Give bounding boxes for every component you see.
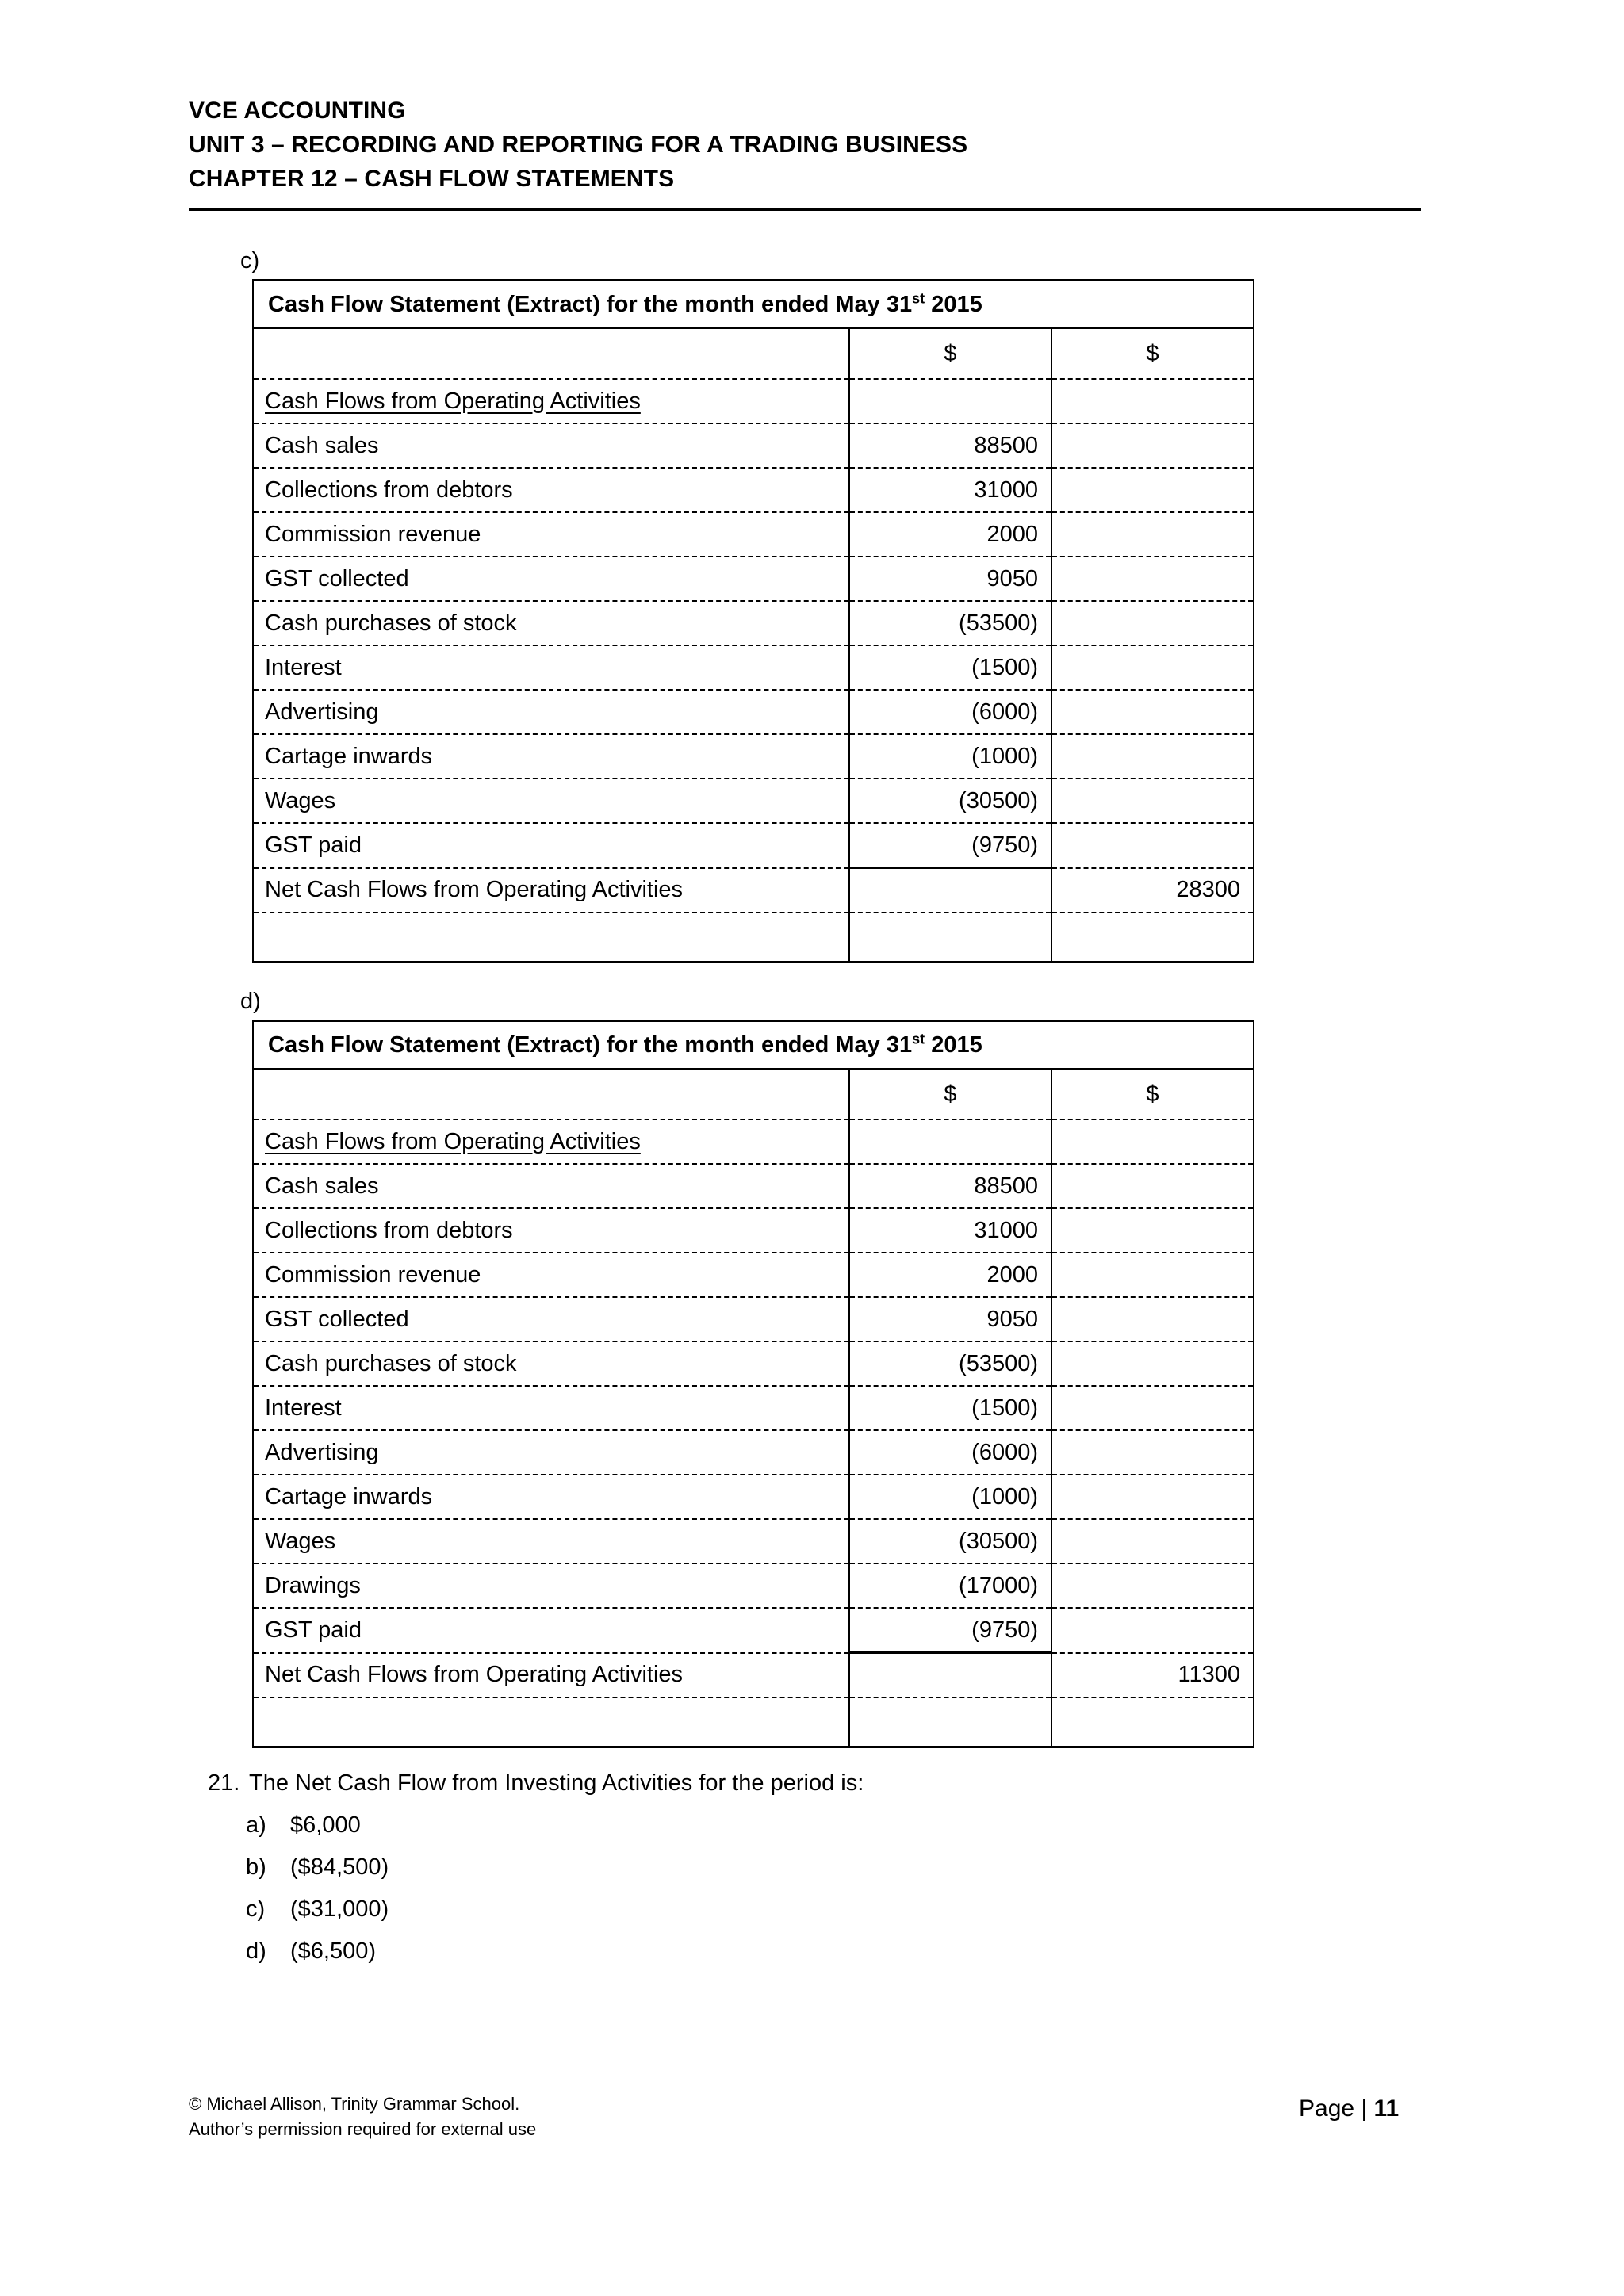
currency-header-sub: $ xyxy=(849,1069,1051,1119)
footer-copyright-line: © Michael Allison, Trinity Grammar School. xyxy=(189,2094,520,2114)
option-key: a) xyxy=(246,1812,266,1838)
question-block xyxy=(208,1770,1318,1965)
section-heading-total xyxy=(1051,379,1254,423)
row-sub-value: 31000 xyxy=(849,468,1051,512)
row-label: Interest xyxy=(253,645,849,690)
option-key: c) xyxy=(246,1896,266,1922)
option-text: $6,000 xyxy=(290,1812,361,1838)
footer-permission-line: Author’s permission required for external use xyxy=(189,2119,537,2139)
row-total-value xyxy=(1051,468,1254,512)
row-total-value xyxy=(1051,1341,1254,1386)
currency-header-sub: $ xyxy=(849,328,1051,379)
question-text: The Net Cash Flow from Investing Activities for the period is: xyxy=(249,1770,864,1796)
row-sub-value: (6000) xyxy=(849,690,1051,734)
table-row xyxy=(253,690,1254,734)
row-sub-value: (1000) xyxy=(849,1475,1051,1519)
table-row xyxy=(253,734,1254,779)
row-total-value xyxy=(1051,823,1254,868)
row-label: Drawings xyxy=(253,1563,849,1608)
row-label: Cash purchases of stock xyxy=(253,601,849,645)
row-total-value xyxy=(1051,690,1254,734)
section-heading-row xyxy=(253,379,1254,423)
row-total-value xyxy=(1051,1253,1254,1297)
cash-flow-statement-table-c xyxy=(252,279,1254,963)
question-option-b[interactable] xyxy=(208,1854,1318,1881)
currency-header-total: $ xyxy=(1051,1069,1254,1119)
row-total-value xyxy=(1051,1475,1254,1519)
row-label: GST collected xyxy=(253,557,849,601)
section-heading-sub xyxy=(849,1119,1051,1164)
row-label: Collections from debtors xyxy=(253,468,849,512)
trailing-cell-label xyxy=(253,913,849,962)
section-label-c: c) xyxy=(240,248,260,274)
row-total-value xyxy=(1051,1430,1254,1475)
table-row xyxy=(253,779,1254,823)
net-cash-flow-sub xyxy=(849,1653,1051,1698)
net-cash-flow-total: 28300 xyxy=(1051,868,1254,913)
net-cash-flow-row xyxy=(253,868,1254,913)
table-title-ordinal: st xyxy=(912,1030,925,1047)
row-total-value xyxy=(1051,734,1254,779)
row-sub-value: 9050 xyxy=(849,1297,1051,1341)
table-row xyxy=(253,1386,1254,1430)
table-row xyxy=(253,468,1254,512)
trailing-cell-total xyxy=(1051,1697,1254,1747)
table-row xyxy=(253,1608,1254,1653)
table-trailing-row xyxy=(253,913,1254,962)
row-total-value xyxy=(1051,601,1254,645)
page-number-value: 11 xyxy=(1373,2095,1400,2122)
row-sub-value: 31000 xyxy=(849,1208,1051,1253)
section-heading-row xyxy=(253,1119,1254,1164)
table-row xyxy=(253,512,1254,557)
footer-page-number xyxy=(1299,2095,1399,2123)
table-title-cell xyxy=(253,281,1254,329)
page-label-text: Page | xyxy=(1299,2095,1374,2122)
table-row xyxy=(253,1297,1254,1341)
table-row xyxy=(253,1475,1254,1519)
net-cash-flow-sub xyxy=(849,868,1051,913)
row-sub-value: 2000 xyxy=(849,1253,1051,1297)
header-divider-rule xyxy=(189,208,1421,211)
currency-header-blank xyxy=(253,328,849,379)
header-line-chapter: CHAPTER 12 – CASH FLOW STATEMENTS xyxy=(189,166,675,192)
row-sub-value: (30500) xyxy=(849,779,1051,823)
footer-copyright-block xyxy=(189,2091,536,2142)
row-total-value xyxy=(1051,1297,1254,1341)
row-sub-value: 88500 xyxy=(849,1164,1051,1208)
section-heading-cell xyxy=(253,379,849,423)
currency-header-row xyxy=(253,328,1254,379)
row-total-value xyxy=(1051,423,1254,468)
option-key: b) xyxy=(246,1854,266,1880)
table-row xyxy=(253,557,1254,601)
row-label: Cartage inwards xyxy=(253,1475,849,1519)
row-sub-value: (1000) xyxy=(849,734,1051,779)
currency-header-row xyxy=(253,1069,1254,1119)
table-row xyxy=(253,1430,1254,1475)
table-title-text: Cash Flow Statement (Extract) for the month ended May 31 xyxy=(268,1031,913,1058)
section-heading-total xyxy=(1051,1119,1254,1164)
table-row xyxy=(253,1208,1254,1253)
row-sub-value: (1500) xyxy=(849,1386,1051,1430)
row-total-value xyxy=(1051,645,1254,690)
row-sub-value: (17000) xyxy=(849,1563,1051,1608)
row-label: Wages xyxy=(253,1519,849,1563)
table-row xyxy=(253,601,1254,645)
table-row xyxy=(253,1341,1254,1386)
row-label: Wages xyxy=(253,779,849,823)
currency-header-total: $ xyxy=(1051,328,1254,379)
table-title-ordinal: st xyxy=(912,289,925,306)
row-total-value xyxy=(1051,512,1254,557)
trailing-cell-label xyxy=(253,1697,849,1747)
net-cash-flow-row xyxy=(253,1653,1254,1698)
section-heading-text: Cash Flows from Operating Activities xyxy=(265,1128,641,1154)
row-total-value xyxy=(1051,1519,1254,1563)
table-title-text: Cash Flow Statement (Extract) for the month ended May 31 xyxy=(268,291,913,317)
trailing-cell-sub xyxy=(849,1697,1051,1747)
row-label: Interest xyxy=(253,1386,849,1430)
section-heading-text: Cash Flows from Operating Activities xyxy=(265,388,641,414)
table-row xyxy=(253,823,1254,868)
row-total-value xyxy=(1051,779,1254,823)
table-title-year: 2015 xyxy=(925,291,982,317)
table-title-row xyxy=(253,1021,1254,1070)
question-number: 21. xyxy=(208,1770,240,1796)
net-cash-flow-total: 11300 xyxy=(1051,1653,1254,1698)
row-total-value xyxy=(1051,557,1254,601)
table-row xyxy=(253,423,1254,468)
row-label: Advertising xyxy=(253,1430,849,1475)
row-label: Commission revenue xyxy=(253,1253,849,1297)
row-label: Cartage inwards xyxy=(253,734,849,779)
row-sub-value: (9750) xyxy=(849,1608,1051,1653)
row-sub-value: (53500) xyxy=(849,1341,1051,1386)
row-total-value xyxy=(1051,1386,1254,1430)
row-sub-value: 9050 xyxy=(849,557,1051,601)
row-label: GST paid xyxy=(253,1608,849,1653)
row-label: Cash purchases of stock xyxy=(253,1341,849,1386)
table-row xyxy=(253,1164,1254,1208)
table-title-year: 2015 xyxy=(925,1031,982,1058)
question-stem xyxy=(208,1770,1318,1797)
section-heading-sub xyxy=(849,379,1051,423)
row-label: GST paid xyxy=(253,823,849,868)
row-sub-value: (53500) xyxy=(849,601,1051,645)
row-sub-value: (9750) xyxy=(849,823,1051,868)
trailing-cell-total xyxy=(1051,913,1254,962)
table-title-cell xyxy=(253,1021,1254,1070)
question-option-d[interactable] xyxy=(208,1938,1318,1965)
row-total-value xyxy=(1051,1563,1254,1608)
row-label: Advertising xyxy=(253,690,849,734)
row-sub-value: (1500) xyxy=(849,645,1051,690)
row-label: Commission revenue xyxy=(253,512,849,557)
section-heading-cell xyxy=(253,1119,849,1164)
cash-flow-statement-table-d xyxy=(252,1020,1254,1748)
document-header xyxy=(189,94,1426,196)
row-total-value xyxy=(1051,1608,1254,1653)
row-sub-value: (6000) xyxy=(849,1430,1051,1475)
table-title-row xyxy=(253,281,1254,329)
row-total-value xyxy=(1051,1208,1254,1253)
row-label: Cash sales xyxy=(253,1164,849,1208)
option-text: ($31,000) xyxy=(290,1896,389,1922)
row-label: Collections from debtors xyxy=(253,1208,849,1253)
net-cash-flow-label: Net Cash Flows from Operating Activities xyxy=(253,868,849,913)
row-sub-value: 88500 xyxy=(849,423,1051,468)
net-cash-flow-label: Net Cash Flows from Operating Activities xyxy=(253,1653,849,1698)
question-option-a[interactable] xyxy=(208,1812,1318,1839)
trailing-cell-sub xyxy=(849,913,1051,962)
row-label: GST collected xyxy=(253,1297,849,1341)
row-label: Cash sales xyxy=(253,423,849,468)
table-row xyxy=(253,1253,1254,1297)
option-key: d) xyxy=(246,1938,266,1964)
section-label-d: d) xyxy=(240,989,261,1014)
table-row xyxy=(253,1519,1254,1563)
row-total-value xyxy=(1051,1164,1254,1208)
header-line-unit: UNIT 3 – RECORDING AND REPORTING FOR A TRADING BUSINESS xyxy=(189,132,968,158)
option-text: ($6,500) xyxy=(290,1938,377,1964)
option-text: ($84,500) xyxy=(290,1854,389,1880)
row-sub-value: (30500) xyxy=(849,1519,1051,1563)
table-row xyxy=(253,645,1254,690)
currency-header-blank xyxy=(253,1069,849,1119)
question-option-c[interactable] xyxy=(208,1896,1318,1923)
header-line-subject: VCE ACCOUNTING xyxy=(189,98,406,124)
row-sub-value: 2000 xyxy=(849,512,1051,557)
table-trailing-row xyxy=(253,1697,1254,1747)
table-row xyxy=(253,1563,1254,1608)
